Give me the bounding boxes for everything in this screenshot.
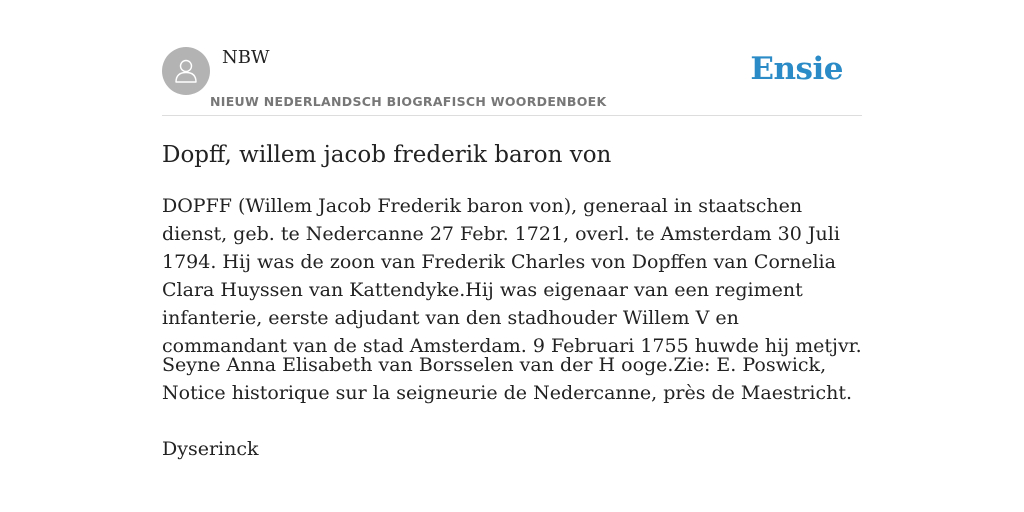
article-paragraph: DOPFF (Willem Jacob Frederik baron von), generaal in staatschen dienst, geb. te Nedercanne 27 Febr. 1721, overl. te Amsterdam 30 Juli 1794. Hij was de zoon van Frederik Charles von Dopffen van Cornelia Clara Huyssen van Kattendyke.Hij was eigenaar van een regiment infanterie, eerste adjudant van den stadhouder Willem V en commandant van de stad Amsterdam. 9 Februari 1755 huwde hij metjvr. bbox=[162, 195, 862, 357]
source-avatar[interactable] bbox=[162, 47, 210, 95]
source-name-link[interactable]: NBW bbox=[222, 47, 270, 68]
page-container bbox=[162, 0, 862, 460]
article-paragraph: Seyne Anna Elisabeth van Borsselen van der H ooge.Zie: E. Poswick, Notice historique sur la seigneurie de Nedercanne, près de Maestricht. bbox=[162, 354, 853, 404]
user-icon bbox=[172, 57, 200, 85]
source-full-name: NIEUW NEDERLANDSCH BIOGRAFISCH WOORDENBOEK bbox=[210, 94, 607, 109]
source-header bbox=[162, 0, 862, 116]
article-author: Dyserinck bbox=[162, 438, 259, 460]
article-title: Dopff, willem jacob frederik baron von bbox=[162, 142, 612, 168]
ensie-logo[interactable]: Ensie bbox=[750, 51, 843, 87]
